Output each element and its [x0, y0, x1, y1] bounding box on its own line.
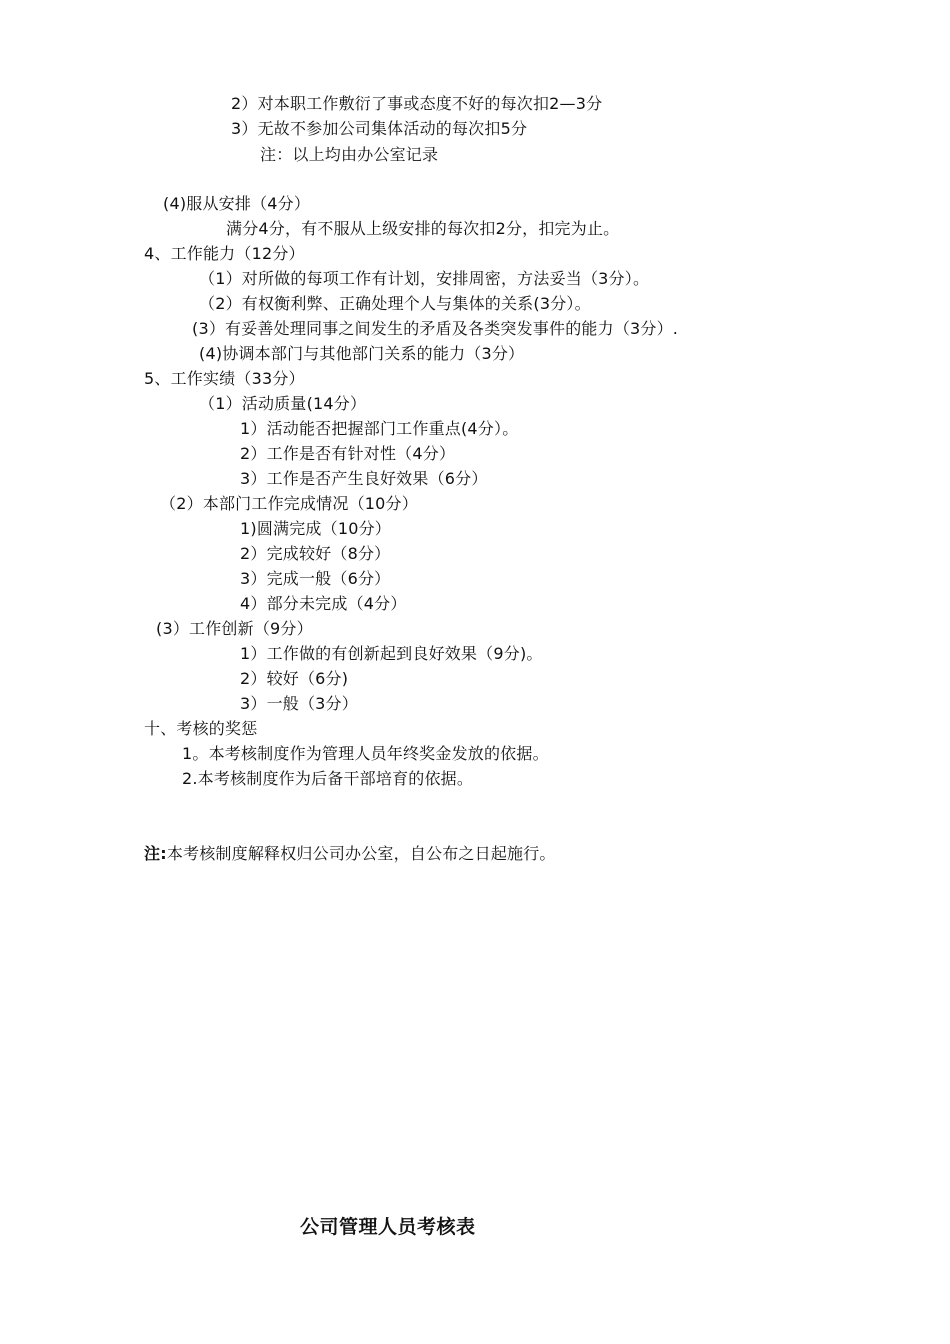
ability-item-2: （2）有权衡利弊、正确处理个人与集体的关系(3分）。 — [199, 294, 591, 313]
ability-item-1: （1）对所做的每项工作有计划，安排周密，方法妥当（3分）。 — [199, 269, 650, 288]
activity-quality-item-3: 3）工作是否产生良好效果（6分） — [240, 469, 488, 488]
rewards-item-2: 2.本考核制度作为后备干部培育的依据。 — [182, 769, 474, 788]
innovation-item-1: 1）工作做的有创新起到良好效果（9分)。 — [240, 644, 543, 663]
rewards-item-1: 1。本考核制度作为管理人员年终奖金发放的依据。 — [182, 744, 549, 763]
ability-item-4: (4)协调本部门与其他部门关系的能力（3分） — [199, 344, 525, 363]
section-rewards-penalties: 十、考核的奖惩 — [144, 719, 258, 738]
ability-item-3: (3）有妥善处理同事之间发生的矛盾及各类突发事件的能力（3分）. — [192, 319, 679, 338]
obey-arrangement-rule: 满分4分，有不服从上级安排的每次扣2分，扣完为止。 — [226, 219, 620, 238]
performance-innovation: (3）工作创新（9分） — [156, 619, 313, 638]
completion-item-4: 4）部分未完成（4分） — [240, 594, 407, 613]
record-note: 注：以上均由办公室记录 — [260, 145, 439, 164]
final-note — [144, 843, 556, 865]
activity-quality-item-1: 1）活动能否把握部门工作重点(4分）。 — [240, 419, 519, 438]
deduction-item-2: 2）对本职工作敷衍了事或态度不好的每次扣2—3分 — [231, 94, 603, 113]
activity-quality-item-2: 2）工作是否有针对性（4分） — [240, 444, 456, 463]
innovation-item-3: 3）一般（3分） — [240, 694, 358, 713]
final-note-text: 本考核制度解释权归公司办公室，自公布之日起施行。 — [166, 844, 556, 863]
document-title: 公司管理人员考核表 — [300, 1216, 476, 1238]
section-work-performance: 5、工作实绩（33分） — [144, 369, 305, 388]
section-obey-arrangement: (4)服从安排（4分） — [163, 194, 311, 213]
section-work-ability: 4、工作能力（12分） — [144, 244, 305, 263]
completion-item-3: 3）完成一般（6分） — [240, 569, 391, 588]
innovation-item-2: 2）较好（6分) — [240, 669, 349, 688]
deduction-item-3: 3）无故不参加公司集体活动的每次扣5分 — [231, 119, 528, 138]
performance-activity-quality: （1）活动质量(14分） — [199, 394, 367, 413]
final-note-label: 注: — [144, 844, 167, 863]
completion-item-1: 1)圆满完成（10分） — [240, 519, 391, 538]
completion-item-2: 2）完成较好（8分） — [240, 544, 391, 563]
performance-completion: （2）本部门工作完成情况（10分） — [160, 494, 418, 513]
